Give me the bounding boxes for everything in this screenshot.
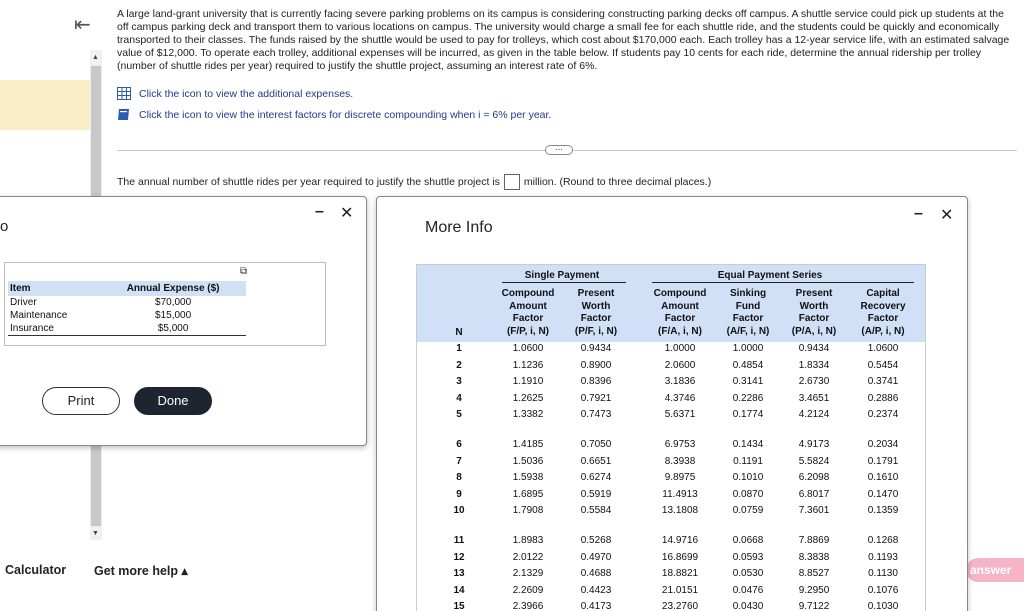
print-button[interactable]: Print — [42, 387, 120, 415]
factor-value: 1.5938 — [512, 472, 544, 484]
factor-value: 0.1359 — [867, 505, 899, 517]
factor-value: 0.0530 — [732, 568, 764, 580]
factor-value: 23.2760 — [661, 601, 699, 611]
factor-value: 0.4423 — [580, 584, 612, 596]
row-n: 1 — [456, 343, 462, 354]
expense-amount: $5,000 — [100, 322, 246, 336]
factor-value: 6.2098 — [798, 472, 830, 484]
factor-value: 0.1791 — [867, 455, 899, 467]
group-single-payment: Single Payment — [524, 270, 600, 281]
factor-value: 1.7908 — [512, 505, 544, 517]
column-header: Present Worth Factor (P/F, i, N) — [574, 288, 618, 337]
factor-value: 0.4688 — [580, 568, 612, 580]
column-header: Capital Recovery Factor (A/P, i, N) — [860, 288, 906, 337]
factor-value: 8.3838 — [798, 551, 830, 563]
row-n: 9 — [456, 488, 462, 500]
factor-value: 0.7050 — [580, 439, 612, 450]
answer-button[interactable]: answer — [966, 558, 1024, 582]
book-icon[interactable] — [117, 108, 131, 121]
answer-line — [117, 174, 711, 190]
scroll-up-icon[interactable]: ▲ — [92, 54, 99, 61]
expense-item: Driver — [10, 297, 37, 308]
factor-value: 0.2286 — [732, 392, 764, 404]
factor-value: 18.8821 — [661, 568, 699, 580]
factor-value: 0.0870 — [732, 488, 764, 500]
dialog-title: More Info — [425, 219, 493, 236]
table-row — [8, 322, 246, 336]
minimize-icon[interactable]: – — [315, 203, 324, 220]
factor-value: 4.9173 — [798, 439, 830, 450]
factor-value: 7.3601 — [798, 505, 830, 517]
factors-link-text[interactable]: Click the icon to view the interest factors for discrete compounding when i = 6% per year. — [139, 108, 552, 121]
factor-value: 0.1030 — [867, 601, 899, 611]
factor-value: 0.2886 — [867, 392, 899, 404]
row-n: 3 — [456, 376, 462, 388]
factor-value: 1.0600 — [512, 343, 544, 354]
factor-value: 4.3746 — [664, 392, 696, 404]
factor-value: 0.7473 — [580, 409, 612, 421]
factor-value: 1.5036 — [512, 455, 544, 467]
row-n: 5 — [456, 409, 462, 421]
factor-value: 1.1910 — [512, 376, 544, 388]
factor-value: 2.3966 — [512, 601, 544, 611]
close-icon[interactable]: ✕ — [940, 207, 954, 224]
column-header: Compound Amount Factor (F/P, i, N) — [501, 288, 555, 337]
row-n: 6 — [456, 439, 462, 450]
factor-value: 0.1434 — [732, 439, 764, 450]
group-underline — [502, 282, 626, 283]
minimize-icon[interactable]: – — [914, 205, 923, 222]
copy-icon[interactable]: ⧉ — [240, 266, 248, 277]
table-icon[interactable] — [117, 87, 131, 100]
row-n: 15 — [453, 601, 465, 611]
factor-value: 1.0600 — [867, 343, 899, 354]
factor-value: 0.1774 — [732, 409, 764, 421]
collapse-panel-icon[interactable]: ⇤ — [74, 14, 91, 36]
done-button[interactable]: Done — [134, 387, 212, 415]
factor-value: 0.5268 — [580, 535, 612, 546]
factor-value: 0.9434 — [798, 343, 830, 354]
expenses-link[interactable] — [117, 87, 353, 100]
factor-value: 1.1236 — [512, 359, 544, 371]
factor-value: 1.3382 — [512, 409, 544, 421]
factor-value: 0.0668 — [732, 535, 764, 546]
factor-value: 0.9434 — [580, 343, 612, 354]
row-n: 11 — [453, 535, 465, 546]
factor-value: 0.4970 — [580, 551, 612, 563]
expense-amount: $70,000 — [155, 297, 192, 308]
expense-item: Maintenance — [10, 310, 68, 321]
factor-value: 0.1193 — [868, 551, 898, 563]
factor-value: 13.1808 — [661, 505, 699, 517]
factor-value: 0.2374 — [867, 409, 899, 421]
factor-value: 0.6651 — [580, 455, 612, 467]
factor-value: 1.4185 — [512, 439, 544, 450]
factor-value: 0.3741 — [867, 376, 899, 388]
factor-value: 5.6371 — [664, 409, 696, 421]
factor-value: 9.2950 — [798, 584, 830, 596]
factor-value: 0.0430 — [732, 601, 764, 611]
factor-value: 0.5454 — [867, 359, 899, 371]
expense-amount: $15,000 — [155, 310, 192, 321]
column-header: Present Worth Factor (P/A, i, N) — [791, 288, 837, 337]
factor-value: 9.7122 — [798, 601, 830, 611]
factor-value: 3.1836 — [664, 376, 696, 388]
factor-value: 0.5919 — [580, 488, 612, 500]
factor-value: 1.0000 — [732, 343, 764, 354]
table-row — [8, 309, 246, 322]
calculator-button[interactable]: Calculator — [5, 563, 67, 577]
answer-input[interactable] — [504, 174, 520, 190]
table-row — [8, 296, 246, 309]
factor-value: 2.0122 — [512, 551, 544, 563]
factor-value: 0.1610 — [867, 472, 899, 484]
factor-value: 0.8900 — [580, 359, 612, 371]
row-n: 8 — [456, 472, 462, 484]
factor-value: 0.4854 — [732, 359, 764, 371]
factor-value: 0.5584 — [580, 505, 612, 517]
factor-value: 0.3141 — [732, 376, 764, 388]
row-n: 12 — [453, 551, 465, 563]
group-equal-payment: Equal Payment Series — [717, 270, 823, 281]
row-n: 13 — [453, 568, 465, 580]
factor-value: 7.8869 — [798, 535, 830, 546]
row-n: 7 — [456, 455, 462, 467]
problem-statement: A large land-grant university that is currently facing severe parking problems on its campus is considering constructing parking decks off campus. A shuttle service could pick up students at the off campus parking deck and transport them to various locations on campus. The university would charge a small fee for each shuttle ride, and the students could be quickly and economically transported to their classes. The funds raised by the shuttle would be used to pay for trolleys, which cost about $170,000 each. Each trolley has a 12-year service life, with an estimated salvage value of $12,000. To operate each trolley, additional expenses will be incurred, as given in the table below. If students pay 10 cents for each ride, determine the annual ridership per trolley (number of shuttle rides per year) required to justify the shuttle project, assuming an interest rate of 6%. — [117, 8, 1010, 72]
answer-prefix: The annual number of shuttle rides per year required to justify the shuttle project is — [117, 176, 500, 188]
header-n: N — [455, 327, 463, 338]
close-icon[interactable]: ✕ — [340, 205, 354, 222]
factor-value: 1.6895 — [512, 488, 544, 500]
factor-value: 0.1470 — [867, 488, 899, 500]
factor-value: 0.0759 — [732, 505, 764, 517]
factor-value: 6.8017 — [798, 488, 830, 500]
factor-value: 3.4651 — [798, 392, 830, 404]
factors-link[interactable] — [117, 108, 551, 121]
factor-value: 21.0151 — [661, 584, 699, 596]
group-underline — [652, 282, 914, 283]
factor-value: 14.9716 — [661, 535, 699, 546]
column-header: Compound Amount Factor (F/A, i, N) — [653, 288, 707, 337]
factor-value: 0.0593 — [732, 551, 764, 563]
factor-value: 0.2034 — [867, 439, 899, 450]
expenses-link-text[interactable]: Click the icon to view the additional expenses. — [139, 87, 354, 100]
expenses-table — [8, 281, 246, 336]
row-n: 2 — [456, 359, 462, 371]
factor-value: 0.4173 — [580, 601, 612, 611]
factor-value: 1.8334 — [798, 359, 830, 371]
rail-highlight — [0, 80, 90, 130]
factor-value: 0.7921 — [580, 392, 612, 404]
factor-value: 2.1329 — [512, 568, 544, 580]
header-item: Item — [8, 281, 100, 296]
header-amount: Annual Expense ($) — [100, 281, 246, 296]
factor-value: 11.4913 — [662, 488, 698, 500]
factor-value: 0.6274 — [580, 472, 612, 484]
factor-value: 1.8983 — [512, 535, 544, 546]
get-more-help-button[interactable]: Get more help ▴ — [94, 564, 188, 578]
factor-value: 2.6730 — [798, 376, 830, 388]
scroll-down-icon[interactable]: ▼ — [92, 530, 99, 537]
factor-value: 16.8699 — [661, 551, 699, 563]
factor-value: 0.1010 — [732, 472, 764, 484]
factor-value: 0.1191 — [733, 455, 763, 467]
factor-value: 9.8975 — [664, 472, 696, 484]
factor-value: 5.5824 — [798, 455, 830, 467]
row-n: 4 — [456, 392, 462, 404]
factor-value: 4.2124 — [798, 409, 830, 421]
factor-value: 0.8396 — [580, 376, 612, 388]
factor-value: 0.1130 — [868, 568, 898, 580]
factor-value: 6.9753 — [664, 439, 696, 450]
factor-value: 0.1268 — [867, 535, 899, 546]
factor-value: 1.2625 — [512, 392, 544, 404]
factor-value: 8.8527 — [798, 568, 830, 580]
factor-value: 1.0000 — [664, 343, 696, 354]
factor-value: 2.2609 — [512, 584, 544, 596]
column-header: Sinking Fund Factor (A/F, i, N) — [726, 288, 770, 337]
factor-value: 8.3938 — [664, 455, 696, 467]
factor-value: 0.1076 — [867, 584, 899, 596]
row-n: 10 — [453, 505, 465, 517]
answer-suffix: million. (Round to three decimal places.) — [523, 176, 712, 188]
expand-button[interactable]: ⋯ — [545, 145, 573, 155]
clipped-text: o — [0, 218, 9, 235]
factor-value: 0.0476 — [732, 584, 764, 596]
expense-item: Insurance — [8, 322, 100, 336]
factor-value: 2.0600 — [664, 359, 696, 371]
row-n: 14 — [453, 584, 465, 596]
